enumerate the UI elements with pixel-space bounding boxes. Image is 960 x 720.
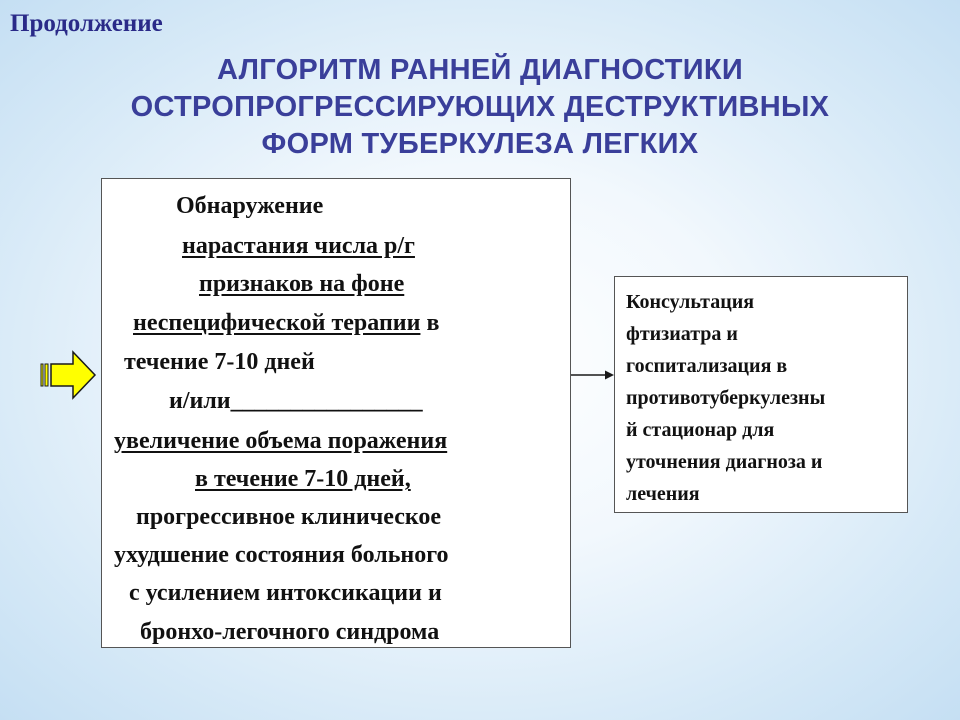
consultation-line-5: й стационар для	[626, 419, 775, 441]
criteria-line-9: прогрессивное клиническое	[136, 504, 442, 530]
criteria-line-12: бронхо-легочного синдрома	[140, 619, 440, 645]
consultation-line-2: фтизиатра и	[626, 323, 738, 345]
criteria-line-6	[169, 387, 423, 415]
slide-title	[60, 52, 900, 163]
title-line-2: ОСТРОПРОГРЕССИРУЮЩИХ ДЕСТРУКТИВНЫХ	[130, 91, 830, 123]
continuation-label: Продолжение	[10, 10, 163, 37]
criteria-line-5: течение 7-10 дней	[124, 349, 315, 375]
right-arrow-connector-icon	[571, 368, 615, 382]
criteria-line-6-blank: ________________	[230, 388, 423, 414]
yellow-right-arrow-icon	[40, 349, 98, 401]
consultation-line-7: лечения	[626, 483, 700, 505]
criteria-line-10: ухудшение состояния больного	[114, 542, 449, 568]
consultation-line-4: противотуберкулезны	[626, 387, 826, 409]
criteria-line-4-rest: в	[420, 310, 440, 336]
title-line-3: ФОРМ ТУБЕРКУЛЕЗА ЛЕГКИХ	[261, 128, 699, 160]
diagnostic-criteria-box	[101, 178, 571, 648]
criteria-line-4	[133, 309, 439, 337]
criteria-line-6-prefix: и/или	[169, 388, 231, 414]
consultation-line-3: госпитализация в	[626, 355, 788, 377]
criteria-line-8: в течение 7-10 дней,	[195, 466, 411, 492]
consultation-box	[614, 276, 908, 513]
criteria-line-7: увеличение объема поражения	[114, 428, 448, 454]
criteria-line-4-underlined: неспецифической терапии	[133, 310, 421, 336]
criteria-line-11: с усилением интоксикации и	[129, 580, 442, 606]
criteria-line-2: нарастания числа р/г	[182, 233, 415, 259]
consultation-line-1: Консультация	[626, 291, 755, 313]
title-line-1: АЛГОРИТМ РАННЕЙ ДИАГНОСТИКИ	[216, 54, 744, 86]
criteria-line-1: Обнаружение	[176, 193, 324, 219]
consultation-line-6: уточнения диагноза и	[626, 451, 823, 473]
criteria-line-3: признаков на фоне	[199, 271, 405, 297]
